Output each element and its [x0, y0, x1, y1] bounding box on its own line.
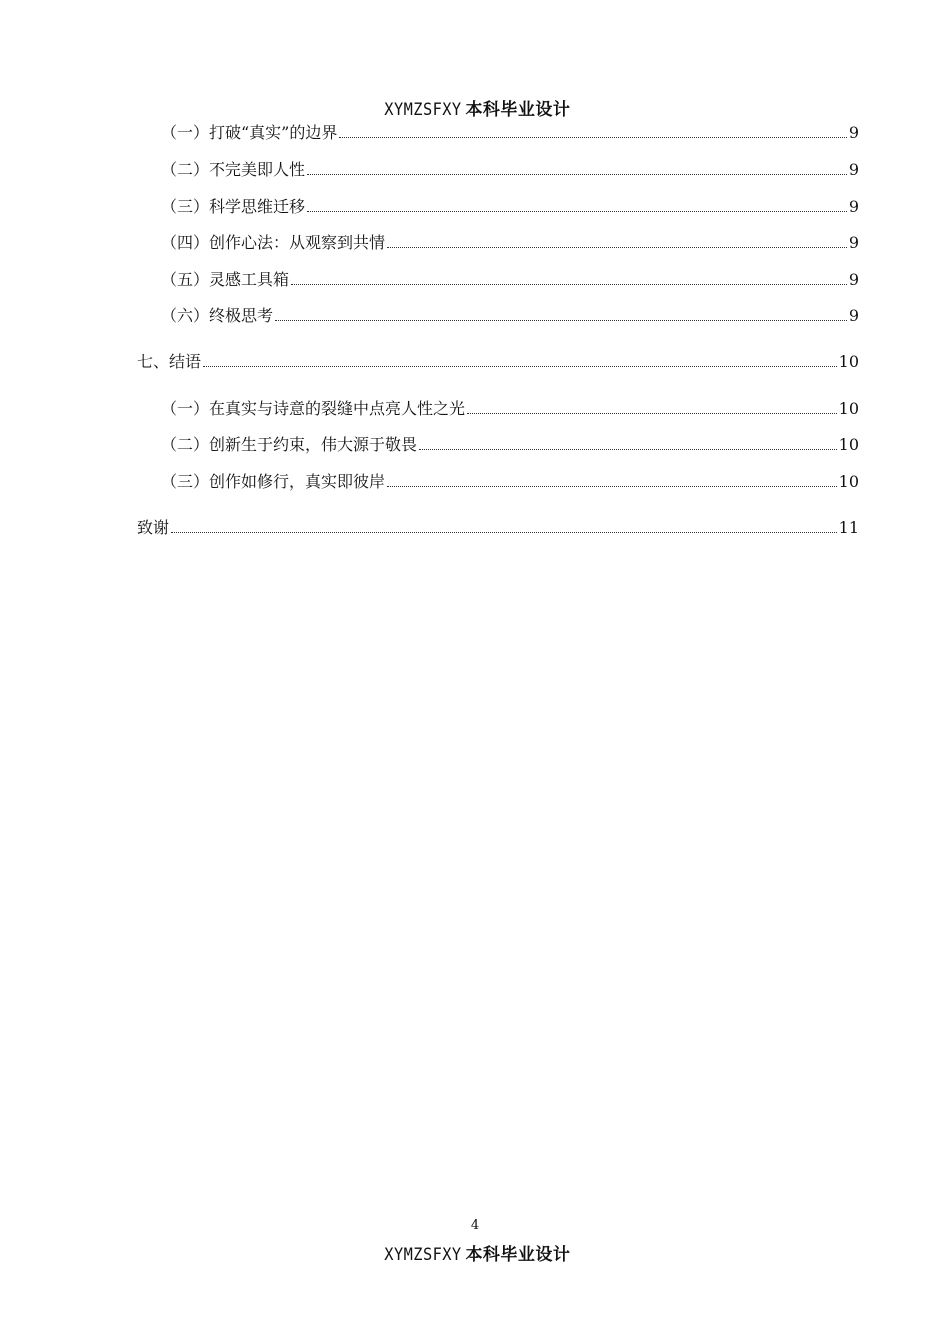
toc-entry-page: 10: [838, 435, 859, 454]
toc-entry-label: （二）不完美即人性: [161, 160, 306, 179]
toc-leader: [203, 366, 837, 367]
toc-entry-label: （三）科学思维迁移: [161, 197, 306, 216]
toc-entry[interactable]: [161, 306, 859, 326]
toc-entry[interactable]: [161, 399, 859, 419]
toc-entry-page: 9: [848, 197, 859, 216]
header-suffix: 本科毕业设计: [465, 100, 571, 120]
toc-entry-page: 9: [848, 160, 859, 179]
toc-entry[interactable]: [161, 472, 859, 492]
footer-suffix: 本科毕业设计: [465, 1245, 571, 1265]
toc-entry-page: 9: [848, 123, 859, 142]
toc-leader: [387, 247, 847, 248]
toc-entry[interactable]: [161, 123, 859, 143]
toc-leader: [275, 320, 847, 321]
toc-entry-page: 9: [848, 270, 859, 289]
toc-entry-page: 10: [838, 399, 859, 418]
toc-entry-label: （二）创新生于约束，伟大源于敬畏: [161, 435, 418, 454]
toc-leader: [419, 449, 837, 450]
toc-entry[interactable]: [137, 518, 859, 538]
toc-entry[interactable]: [161, 233, 859, 253]
toc-entry-label: （三）创作如修行，真实即彼岸: [161, 472, 386, 491]
toc-entry-label: （一）打破“真实”的边界: [161, 123, 338, 142]
toc-entry-page: 11: [838, 518, 859, 537]
toc-entry-label: （一）在真实与诗意的裂缝中点亮人性之光: [161, 399, 466, 418]
toc-entry-label: 七、结语: [137, 352, 202, 371]
toc-entry[interactable]: [161, 435, 859, 455]
toc-entry[interactable]: [161, 160, 859, 180]
footer-prefix: XYMZSFXY: [383, 1245, 462, 1265]
toc-entry-page: 10: [838, 352, 859, 371]
toc-entry-label: 致谢: [137, 518, 170, 537]
toc-leader: [171, 532, 837, 533]
toc-entry-label: （六）终极思考: [161, 306, 274, 325]
toc-leader: [467, 413, 837, 414]
toc-leader: [339, 137, 846, 138]
page-header: [0, 95, 950, 120]
toc-entry-page: 10: [838, 472, 859, 491]
toc-leader: [387, 486, 837, 487]
toc-entry[interactable]: [137, 352, 859, 372]
toc-entry-page: 9: [848, 233, 859, 252]
toc-entry-label: （四）创作心法：从观察到共情: [161, 233, 386, 252]
page-footer: [0, 1240, 950, 1265]
toc-leader: [307, 174, 847, 175]
toc-leader: [307, 211, 847, 212]
toc-entry[interactable]: [161, 270, 859, 290]
toc-leader: [291, 284, 847, 285]
page-number: 4: [470, 1218, 480, 1233]
toc-entry-label: （五）灵感工具箱: [161, 270, 290, 289]
toc-entry-page: 9: [848, 306, 859, 325]
toc-entry[interactable]: [161, 197, 859, 217]
header-prefix: XYMZSFXY: [383, 100, 462, 120]
